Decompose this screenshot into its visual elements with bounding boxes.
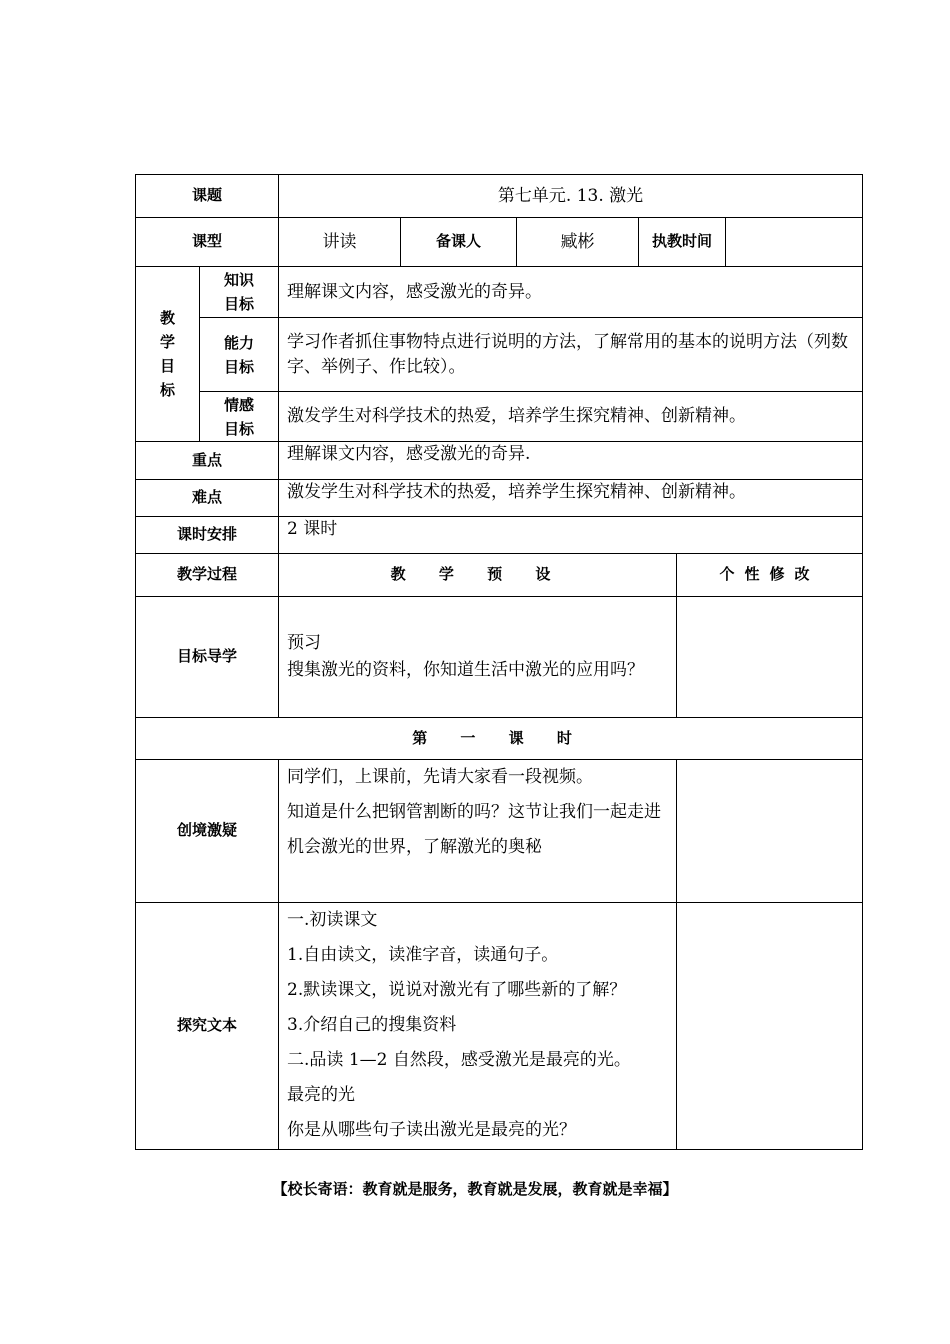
- difficulty-label: 难点: [136, 480, 279, 517]
- topic-value: 第七单元. 13. 激光: [279, 175, 863, 218]
- scene-row: [136, 760, 863, 903]
- guide-line: 搜集激光的资料，你知道生活中激光的应用吗？: [287, 660, 645, 680]
- explore-content: [279, 903, 677, 1150]
- knowledge-label-line: 目标: [224, 295, 255, 313]
- principal-motto: 【校长寄语：教育就是服务，教育就是发展，教育就是幸福】: [272, 1180, 678, 1198]
- schedule-label: 课时安排: [136, 517, 279, 554]
- process-label: 教学过程: [136, 554, 279, 597]
- explore-line: 最亮的光: [287, 1085, 356, 1105]
- explore-line: 2.默读课文，说说对激光有了哪些新的了解？: [287, 980, 627, 1000]
- emotion-row: [136, 392, 863, 442]
- difficulty-row: [136, 480, 863, 517]
- guide-row: [136, 597, 863, 718]
- scene-revise-cell: [677, 760, 863, 903]
- lesson-one-header: 第 一 课 时: [136, 718, 863, 760]
- objectives-char: 学: [159, 333, 175, 351]
- preparer-label: 备课人: [401, 218, 517, 267]
- preparer-value: 臧彬: [517, 218, 639, 267]
- ability-row: [136, 318, 863, 392]
- objectives-group-label: [136, 267, 200, 442]
- key-point-text: 理解课文内容，感受激光的奇异.: [279, 442, 863, 480]
- guide-label: 目标导学: [136, 597, 279, 718]
- guide-content: [279, 597, 677, 718]
- schedule-row: [136, 517, 863, 554]
- explore-line: 一.初读课文: [287, 910, 378, 930]
- design-header: 教 学 预 设: [279, 554, 677, 597]
- knowledge-text: 理解课文内容，感受激光的奇异。: [279, 267, 863, 318]
- scene-line: 机会激光的世界，了解激光的奥秘: [287, 837, 543, 857]
- emotion-text: 激发学生对科学技术的热爱，培养学生探究精神、创新精神。: [279, 392, 863, 442]
- scene-content: [279, 760, 677, 903]
- explore-line: 你是从哪些句子读出激光是最亮的光？: [287, 1120, 577, 1140]
- knowledge-label: [200, 267, 279, 318]
- scene-line: 知道是什么把钢管割断的吗？这节让我们一起走进: [287, 802, 662, 822]
- type-row: [136, 218, 863, 267]
- schedule-text: 2 课时: [279, 517, 863, 554]
- scene-line: 同学们，上课前，先请大家看一段视频。: [287, 767, 594, 787]
- process-header-row: [136, 554, 863, 597]
- difficulty-text: 激发学生对科学技术的热爱，培养学生探究精神、创新精神。: [279, 480, 863, 517]
- revise-header: 个性修改: [677, 554, 863, 597]
- explore-row: [136, 903, 863, 1150]
- knowledge-row: [136, 267, 863, 318]
- key-point-label: 重点: [136, 442, 279, 480]
- explore-line: 1.自由读文，读准字音，读通句子。: [287, 945, 559, 965]
- type-label: 课型: [136, 218, 279, 267]
- ability-label-line: 能力: [224, 333, 255, 352]
- explore-line: 二.品读 1—2 自然段，感受激光是最亮的光。: [287, 1050, 631, 1070]
- teach-time-value: [726, 218, 863, 267]
- explore-line: 3.介绍自己的搜集资料: [287, 1015, 457, 1035]
- ability-text: 学习作者抓住事物特点进行说明的方法，了解常用的基本的说明方法（列数字、举例子、作比较）。: [279, 318, 863, 392]
- topic-label: 课题: [136, 175, 279, 218]
- objectives-char: 目: [159, 357, 175, 375]
- lesson-one-row: [136, 718, 863, 760]
- objectives-char: 教: [159, 309, 175, 327]
- knowledge-label-line: 知识: [224, 271, 255, 289]
- objectives-char: 标: [159, 381, 175, 399]
- explore-revise-cell: [677, 903, 863, 1150]
- ability-label: [200, 318, 279, 392]
- emotion-label-line: 目标: [224, 419, 255, 438]
- type-value: 讲读: [279, 218, 401, 267]
- key-point-row: [136, 442, 863, 480]
- emotion-label: [200, 392, 279, 442]
- lesson-plan-table: [135, 174, 863, 1150]
- guide-line: 预习: [287, 633, 322, 653]
- guide-revise-cell: [677, 597, 863, 718]
- topic-row: [136, 175, 863, 218]
- emotion-label-line: 情感: [224, 395, 255, 414]
- ability-label-line: 目标: [224, 357, 255, 376]
- scene-label: 创境激疑: [136, 760, 279, 903]
- teach-time-label: 执教时间: [639, 218, 726, 267]
- explore-label: 探究文本: [136, 903, 279, 1150]
